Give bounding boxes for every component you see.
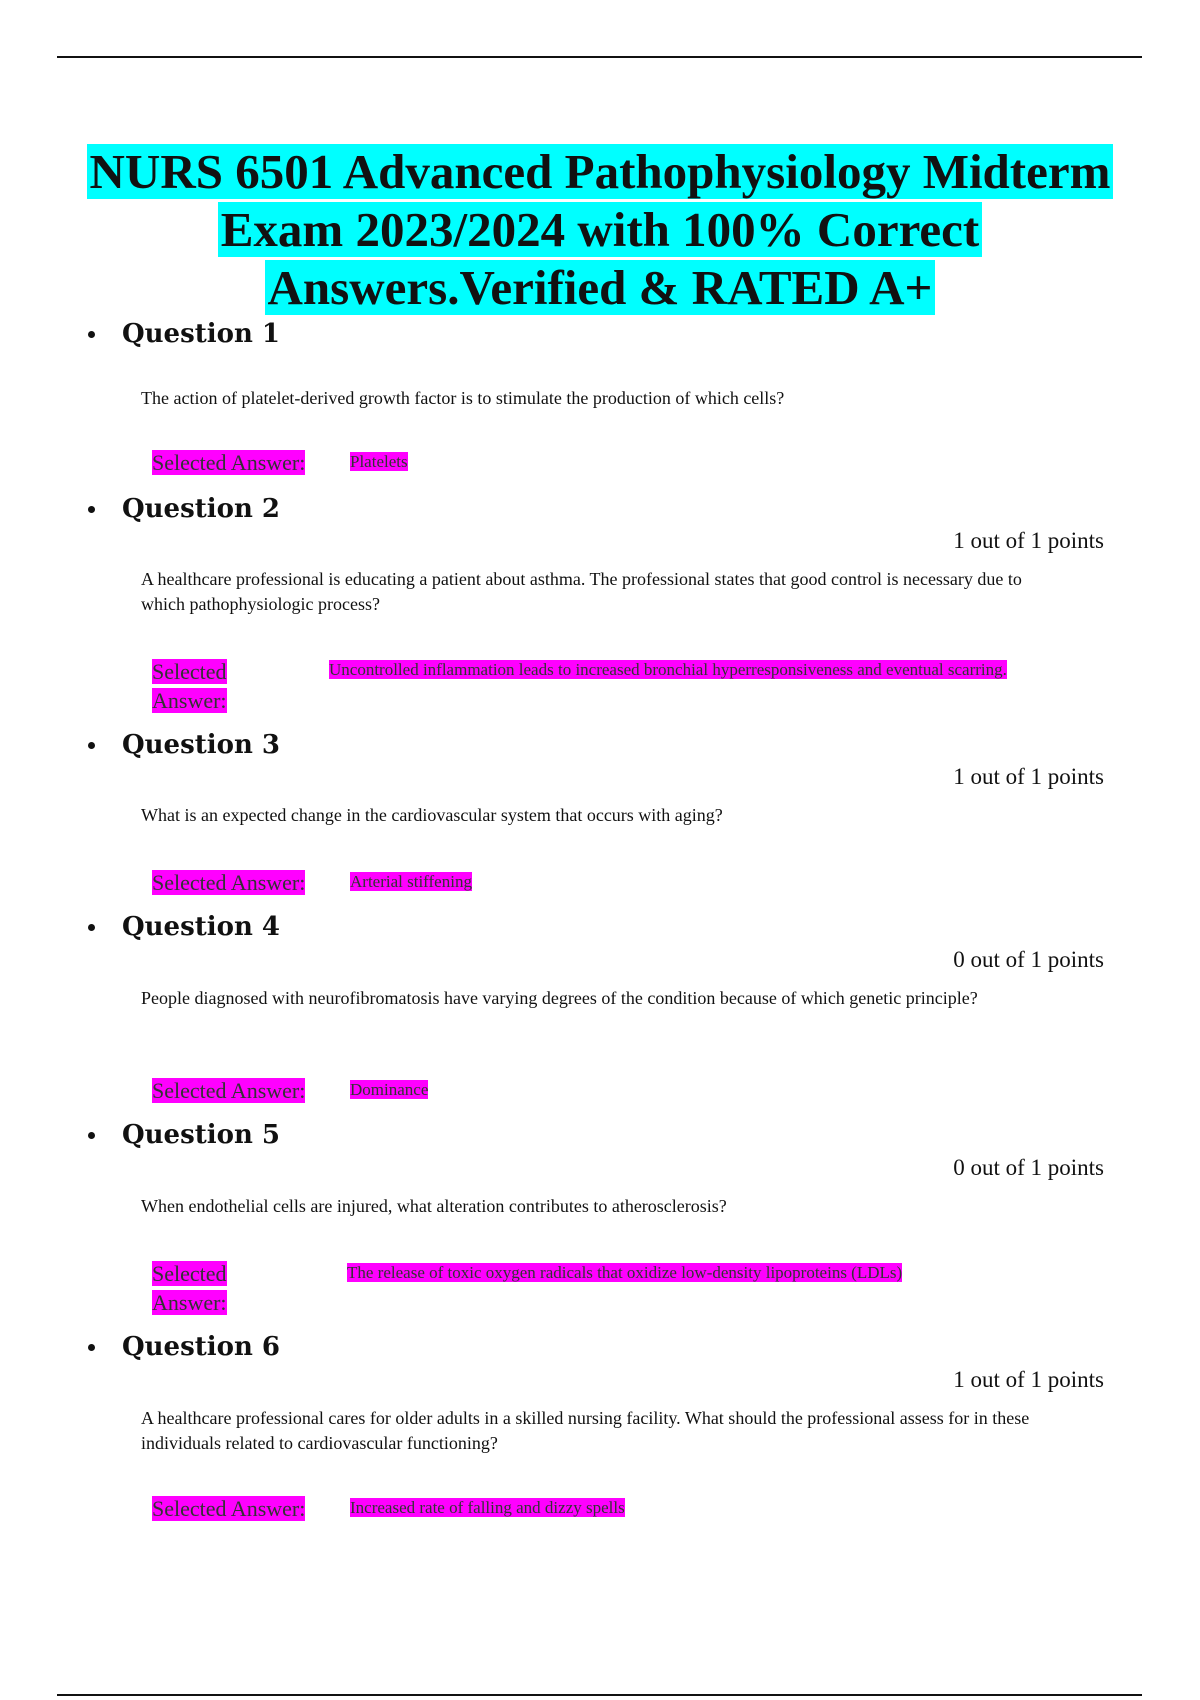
top-rule	[57, 56, 1142, 58]
page-title	[60, 143, 1140, 317]
question-heading	[88, 319, 280, 349]
bottom-rule	[57, 1694, 1142, 1696]
question-heading	[88, 730, 280, 760]
selected-answer-label: Selected Answer:	[152, 1261, 227, 1315]
question-points: 1 out of 1 points	[953, 764, 1104, 789]
question-text: A healthcare professional cares for older adults in a skilled nursing facility. What should the professional assess for in these individuals related to cardiovascular functioning?	[141, 1408, 1030, 1453]
question-heading	[88, 1120, 280, 1150]
selected-answer: Platelets	[350, 452, 408, 471]
question-points: 0 out of 1 points	[953, 1155, 1104, 1180]
question-text: When endothelial cells are injured, what alteration contributes to atherosclerosis?	[141, 1196, 727, 1216]
selected-answer: The release of toxic oxygen radicals that oxidize low-density lipoproteins (LDLs)	[347, 1263, 903, 1282]
selected-answer-label: Selected Answer:	[152, 659, 227, 713]
question-title: Question 6	[122, 1332, 281, 1362]
selected-answer-label: Selected Answer:	[152, 1496, 306, 1521]
question-text: What is an expected change in the cardiovascular system that occurs with aging?	[141, 805, 723, 825]
question-title: Question 2	[122, 494, 281, 524]
selected-answer-label: Selected Answer:	[152, 870, 306, 895]
question-text: The action of platelet-derived growth factor is to stimulate the production of which cells?	[141, 388, 785, 408]
question-points: 0 out of 1 points	[953, 947, 1104, 972]
bullet-icon	[88, 506, 95, 513]
question-title: Question 5	[122, 1120, 281, 1150]
bullet-icon	[88, 924, 95, 931]
selected-answer-label: Selected Answer:	[152, 450, 306, 475]
selected-answer: Arterial stiffening	[350, 872, 472, 891]
question-points: 1 out of 1 points	[953, 528, 1104, 553]
bullet-icon	[88, 331, 95, 338]
bullet-icon	[88, 742, 95, 749]
question-text: A healthcare professional is educating a patient about asthma. The professional states that good control is necessary due to which pathophysiologic process?	[141, 569, 1022, 614]
question-heading	[88, 912, 280, 942]
selected-answer-label: Selected Answer:	[152, 1078, 306, 1103]
question-title: Question 4	[122, 912, 281, 942]
question-points: 1 out of 1 points	[953, 1367, 1104, 1392]
question-heading	[88, 1332, 280, 1362]
question-title: Question 1	[122, 319, 281, 349]
question-text: People diagnosed with neurofibromatosis have varying degrees of the condition because of which genetic principle?	[141, 988, 978, 1008]
selected-answer: Increased rate of falling and dizzy spells	[350, 1498, 625, 1517]
question-title: Question 3	[122, 730, 281, 760]
selected-answer: Uncontrolled inflammation leads to increased bronchial hyperresponsiveness and eventual scarring.	[329, 660, 1007, 679]
selected-answer: Dominance	[350, 1080, 429, 1099]
title-text: NURS 6501 Advanced Pathophysiology Midterm Exam 2023/2024 with 100% Correct Answers.Verified & RATED A+	[87, 144, 1114, 315]
bullet-icon	[88, 1132, 95, 1139]
question-heading	[88, 494, 280, 524]
bullet-icon	[88, 1344, 95, 1351]
